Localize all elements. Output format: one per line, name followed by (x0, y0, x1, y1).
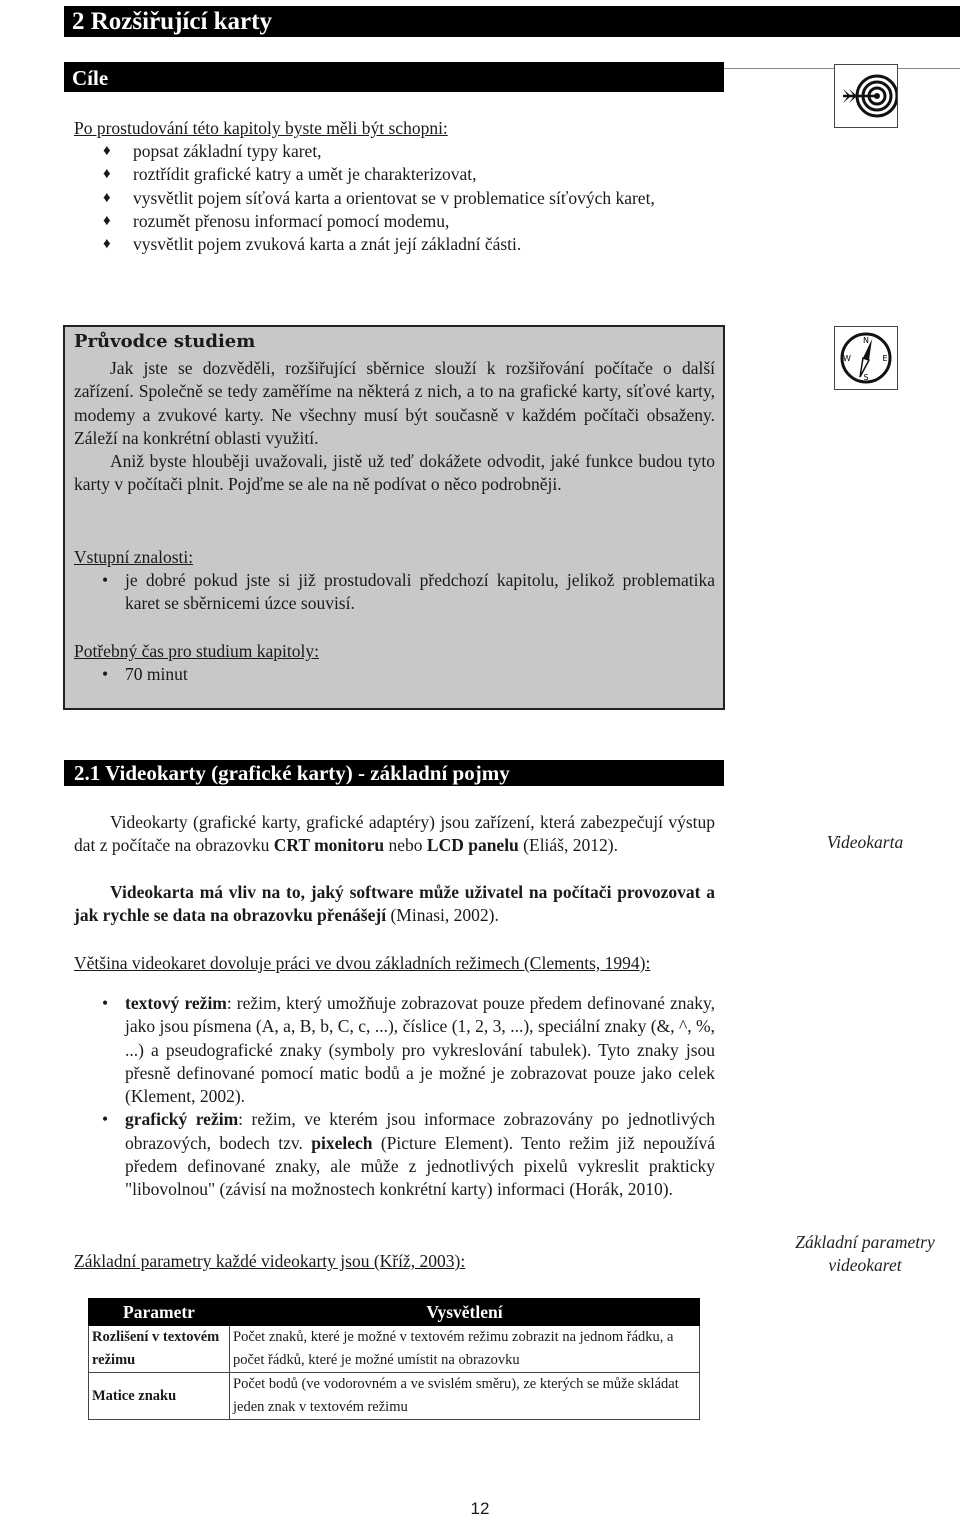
study-guide-title: Průvodce studiem (74, 331, 256, 352)
table-cell: Počet bodů (ve vodorovném a ve svislém směru), ze kterých se může skládat jeden znak v textovém režimu (230, 1373, 700, 1420)
list-item: ♦ vysvětlit pojem zvuková karta a znát její základní části. (103, 233, 743, 256)
margin-note: Základní parametry videokaret (795, 1232, 935, 1275)
list-item: ♦ popsat základní typy karet, (103, 140, 743, 163)
goals-intro: Po prostudování této kapitoly byste měli být schopni: (74, 118, 448, 138)
prerequisites-label: Vstupní znalosti: (74, 547, 194, 567)
section-paragraph: Videokarta má vliv na to, jaký software může uživatel na počítači provozovat a jak rychle se data na obrazovku přenášejí (Minasi, 2002). (74, 882, 715, 926)
list-item: ♦ vysvětlit pojem síťová karta a orientovat se v problematice síťových karet, (103, 187, 743, 210)
section-title: 2.1 Videokarty (grafické karty) - základní pojmy (64, 760, 724, 786)
target-icon (834, 64, 898, 128)
table-header: Parametr (89, 1299, 230, 1326)
table-cell: Matice znaku (89, 1373, 230, 1420)
page-number: 12 (470, 1499, 490, 1518)
list-item: ♦ rozumět přenosu informací pomocí modemu, (103, 210, 743, 233)
study-guide-paragraph: Jak jste se dozvěděli, rozšiřující sběrnice slouží k rozšiřování počítače o další zařízení. Společně se tedy zaměříme na některá z nich, a to na grafické karty, síťové karty, modemy a zvukové karty. Ne všechny musí být současně v každém počítači obsaženy. Záleží na konkrétní oblasti využití. (74, 358, 715, 448)
diamond-bullet-icon: ♦ (103, 212, 111, 229)
table-row (89, 1373, 700, 1420)
diamond-bullet-icon: ♦ (103, 189, 111, 206)
parameters-label: Základní parametry každé videokarty jsou (Kříž, 2003): (74, 1251, 466, 1271)
bullet-icon: • (102, 570, 109, 590)
margin-note: Videokarta (826, 832, 904, 852)
bullet-icon: • (102, 1109, 109, 1130)
bullet-icon: • (102, 664, 109, 684)
svg-text:N: N (863, 336, 869, 345)
goals-heading: Cíle (64, 62, 724, 92)
list-item: • grafický režim: režim, ve kterém jsou informace zobrazovány po jednotlivých obrazových, bodech tzv. pixelech (Picture Element). Tento režim již nepoužívá předem definované znaky, ale může z jednotlivých pixelů vykreslit prakticky "libovolnou" (závisí na možnostech konkrétní karty) informaci (Horák, 2010). (102, 1109, 715, 1200)
section-paragraph: Videokarty (grafické karty, grafické adaptéry) jsou zařízení, která zabezpečují výstup dat z počítače na obrazovku CRT monitoru nebo LCD panelu (Eliáš, 2012). (74, 812, 715, 856)
study-time-label: Potřebný čas pro studium kapitoly: (74, 641, 319, 661)
study-time-item: • 70 minut (106, 663, 188, 686)
svg-text:W: W (843, 354, 851, 363)
goals-list (103, 140, 743, 256)
chapter-title: 2 Rozšiřující karty (64, 6, 960, 37)
parameters-table (88, 1298, 700, 1420)
modes-label: Většina videokaret dovoluje práci ve dvou základních režimech (Clements, 1994): (74, 953, 651, 973)
table-header: Vysvětlení (230, 1299, 700, 1326)
study-guide-paragraph: Aniž byste hlouběji uvažovali, jistě už teď dokážete odvodit, jaké funkce budou tyto karty v počítači plnit. Pojďme se ale na ně podívat o něco podrobněji. (74, 451, 715, 495)
modes-list (102, 992, 715, 1202)
table-cell: Počet znaků, které je možné v textovém režimu zobrazit na jednom řádku, a počet řádků, které je možné umístit na obrazovku (230, 1326, 700, 1373)
list-item: ♦ roztřídit grafické katry a umět je charakterizovat, (103, 163, 743, 186)
table-cell: Rozlišení v textovém režimu (89, 1326, 230, 1373)
table-header-row (89, 1299, 700, 1326)
bullet-icon: • (102, 993, 109, 1013)
diamond-bullet-icon: ♦ (103, 166, 111, 183)
list-item: • textový režim: režim, který umožňuje zobrazovat pouze předem definované znaky, jako jsou písmena (A, a, B, b, C, c, ...), číslice (1, 2, 3, ...), speciální znaky (&, ^, %, ...) a pseudografické znaky (symboly pro vykreslování tabulek). Tyto znaky jsou přesně definované pomocí matic bodů a je možné je zobrazovat pouze jako celek (Klement, 2002). (102, 993, 715, 1107)
diamond-bullet-icon: ♦ (103, 143, 111, 159)
svg-text:S: S (863, 373, 869, 382)
prerequisites-item: • je dobré pokud jste si již prostudovali předchozí kapitolu, jelikož problematika karet se sběrnicemi úzce souvisí. (102, 570, 715, 614)
svg-text:E: E (882, 354, 888, 363)
diamond-bullet-icon: ♦ (103, 236, 111, 253)
table-row (89, 1326, 700, 1373)
compass-icon (834, 326, 898, 390)
